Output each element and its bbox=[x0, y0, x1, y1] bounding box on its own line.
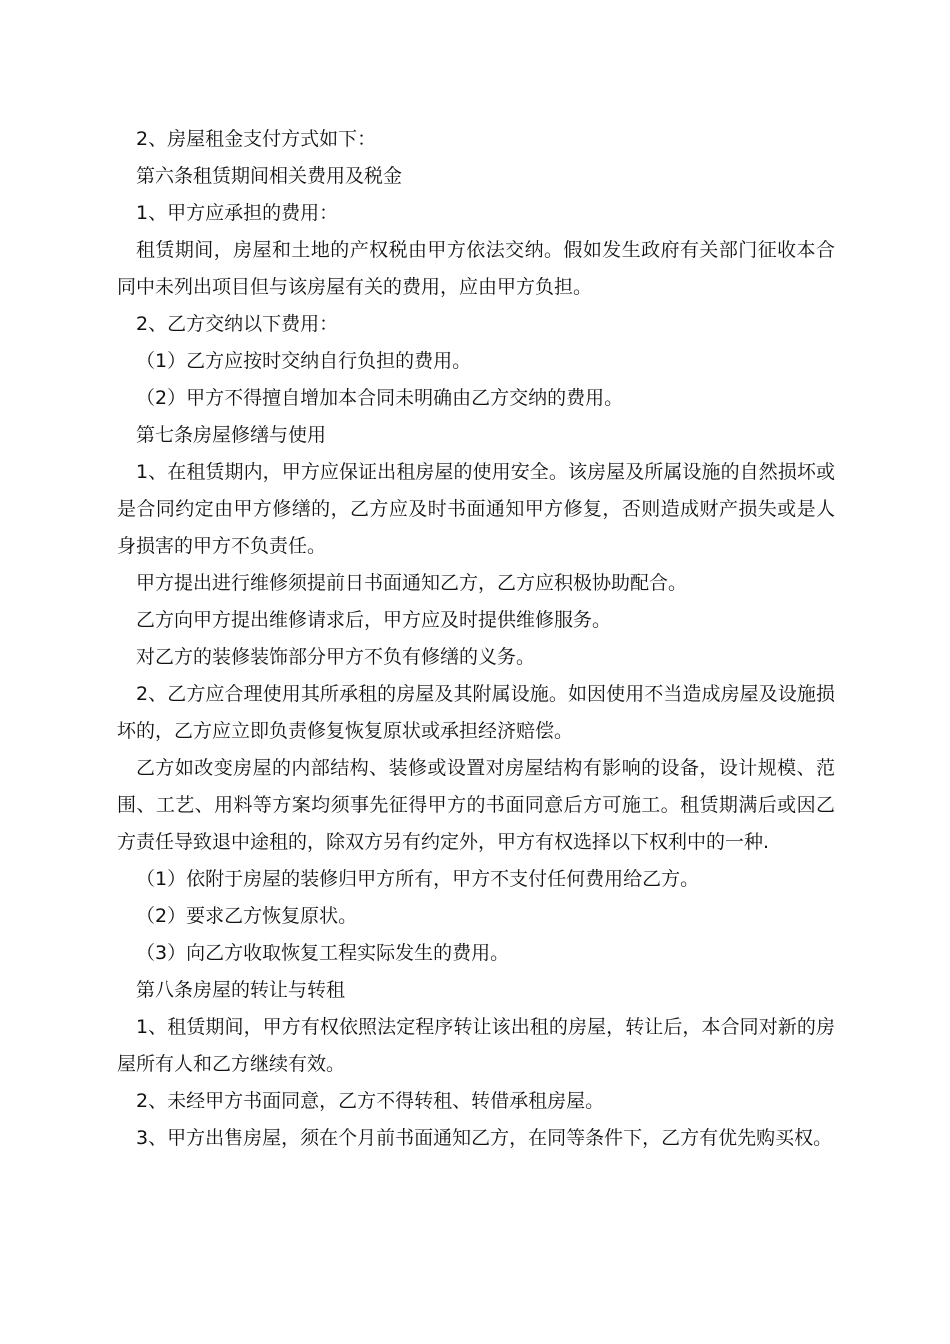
document-body bbox=[117, 121, 835, 1157]
clause-party-a-fees: 1、甲方应承担的费用： bbox=[136, 202, 339, 224]
clause-safety-repair: 1、在租赁期内，甲方应保证出租房屋的使用安全。该房屋及所属设施的自然损坏或是合同约定由甲方修缮的，乙方应及时书面通知甲方修复，否则造成财产损失或是人身损害的甲方不负责任。 bbox=[117, 461, 835, 557]
clause-rent-payment: 2、房屋租金支付方式如下： bbox=[136, 128, 377, 150]
clause-no-sublease: 2、未经甲方书面同意，乙方不得转租、转借承租房屋。 bbox=[136, 1090, 605, 1112]
sub-item-option-2: （2）要求乙方恢复原状。 bbox=[136, 905, 358, 927]
sub-item-b-fees-2: （2）甲方不得擅自增加本合同未明确由乙方交纳的费用。 bbox=[136, 387, 624, 409]
sub-item-option-1: （1）依附于房屋的装修归甲方所有，甲方不支付任何费用给乙方。 bbox=[136, 868, 700, 890]
paragraph-property-tax: 租赁期间，房屋和土地的产权税由甲方依法交纳。假如发生政府有关部门征收本合同中未列出项目但与该房屋有关的费用，应由甲方负担。 bbox=[117, 239, 835, 298]
article-seven-heading: 第七条房屋修缮与使用 bbox=[136, 424, 327, 446]
paragraph-decoration-exempt: 对乙方的装修装饰部分甲方不负有修缮的义务。 bbox=[136, 646, 536, 668]
article-six-heading: 第六条租赁期间相关费用及税金 bbox=[136, 165, 403, 187]
clause-transfer: 1、租赁期间，甲方有权依照法定程序转让该出租的房屋，转让后，本合同对新的房屋所有人和乙方继续有效。 bbox=[117, 1016, 835, 1075]
clause-preemptive-right: 3、甲方出售房屋，须在个月前书面通知乙方，在同等条件下，乙方有优先购买权。 bbox=[136, 1127, 833, 1149]
paragraph-repair-service: 乙方向甲方提出维修请求后，甲方应及时提供维修服务。 bbox=[136, 609, 612, 631]
paragraph-repair-notice: 甲方提出进行维修须提前日书面通知乙方，乙方应积极协助配合。 bbox=[136, 572, 688, 594]
paragraph-structural-change: 乙方如改变房屋的内部结构、装修或设置对房屋结构有影响的设备，设计规模、范围、工艺、用料等方案均须事先征得甲方的书面同意后方可施工。租赁期满后或因乙方责任导致退中途租的，除双方另有约定外，甲方有权选择以下权利中的一种. bbox=[117, 757, 835, 853]
sub-item-option-3: （3）向乙方收取恢复工程实际发生的费用。 bbox=[136, 942, 510, 964]
clause-proper-use: 2、乙方应合理使用其所承租的房屋及其附属设施。如因使用不当造成房屋及设施损坏的，乙方应立即负责修复恢复原状或承担经济赔偿。 bbox=[117, 683, 835, 742]
sub-item-b-fees-1: （1）乙方应按时交纳自行负担的费用。 bbox=[136, 350, 472, 372]
article-eight-heading: 第八条房屋的转让与转租 bbox=[136, 979, 346, 1001]
clause-party-b-fees: 2、乙方交纳以下费用： bbox=[136, 313, 339, 335]
